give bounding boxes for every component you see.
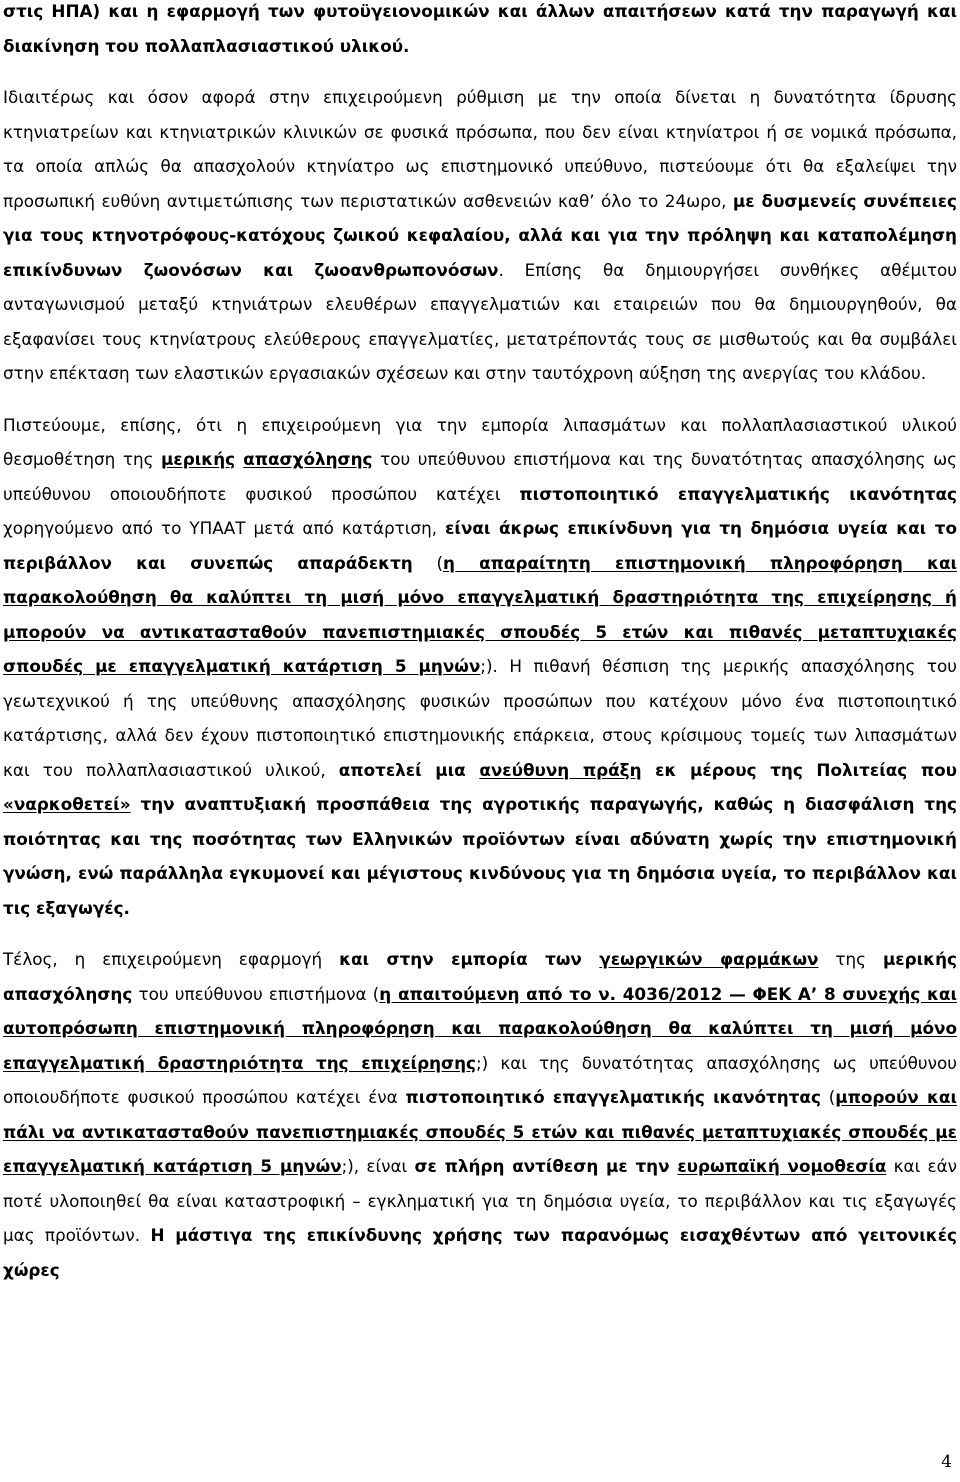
emphasized-underlined-text: η απαιτούμενη από το ν. 4036/2012 — ΦΕΚ Α’ 8 συνεχής και αυτοπρόσωπη επιστημονική πληροφόρηση και παρακολούθηση θα καλύπτει τη μισή μόνο επαγγελματική δραστηριότητα της επιχείρησης — [3, 983, 957, 1073]
body-text: ;) και της δυνατότητας απασχόλησης ως υπεύθυνου οποιουδήποτε φυσικού προσώπου κατέχει ένα — [3, 1052, 957, 1107]
body-text: Πιστεύουμε, επίσης, ότι η επιχειρούμενη για την εμπορία λιπασμάτων και πολλαπλασιαστικού υλικού θεσμοθέτηση της — [3, 414, 957, 469]
emphasized-text: εκ μέρους της Πολιτείας που — [641, 759, 957, 780]
body-text: και εάν ποτέ υλοποιηθεί θα είναι καταστροφική – εγκληματική για τη δημόσια υγεία, το περιβάλλον και τις εξαγωγές μας προϊόντων. — [3, 1156, 958, 1245]
paragraph — [3, 80, 957, 391]
body-text: Τέλος, η επιχειρούμενη εφαρμογή — [3, 949, 340, 969]
emphasized-text: πιστοποιητικό επαγγελματικής ικανότητας — [405, 1087, 821, 1107]
emphasized-text: αποτελεί μια — [338, 759, 480, 780]
body-text: ( — [820, 1087, 836, 1107]
emphasized-text: την αναπτυξιακή προσπάθεια της αγροτικής παραγωγής, καθώς η διασφάλιση της ποιότητας και της ποσότητας των Ελληνικών προϊόντων είναι αδύνατη χωρίς την επιστημονική γνώση, ενώ παράλληλα εγκυμονεί και μέγιστους κινδύνους για τη δημόσια υγεία, το περιβάλλον και τις εξαγωγές. — [3, 794, 957, 918]
emphasized-text: στις ΗΠΑ) και η εφαρμογή των φυτοϋγειονομικών και άλλων απαιτήσεων κατά την παραγωγή και διακίνηση του πολλαπλασιαστικού υλικού. — [3, 1, 957, 56]
emphasized-text: με δυσμενείς συνέπειες για τους κτηνοτρόφους-κατόχους ζωικού κεφαλαίου, αλλά και για την πρόληψη και καταπολέμηση επικίνδυνων ζωονόσων και ζωοανθρωπονόσων — [3, 190, 957, 280]
emphasized-underlined-text: γεωργικών φαρμάκων — [599, 949, 819, 969]
emphasized-underlined-text: η απαραίτητη επιστημονική πληροφόρηση και παρακολούθηση θα καλύπτει τη μισή μόνο επαγγελματική δραστηριότητα της επιχείρησης ή μπορούν να αντικατασταθούν πανεπιστημιακές σπουδές 5 ετών και πιθανές μεταπτυχιακές σπουδές με επαγγελματική κατάρτιση 5 μηνών — [3, 552, 958, 676]
paragraph — [3, 0, 957, 63]
body-text: Ιδιαιτέρως και όσον αφορά στην επιχειρούμενη ρύθμιση με την οποία δίνεται η δυνατότητα ίδρυσης κτηνιατρείων και κτηνιατρικών κλινικών σε φυσικά πρόσωπα, που δεν είναι κτηνίατροι ή σε νομικά πρόσωπα, τα οποία απλώς θα απασχολούν κτηνίατρο ως επιστημονικό υπεύθυνο, πιστεύουμε ότι θα εξαλείψει την προσωπική ευθύνη αντιμετώπισης των περιστατικών ασθενειών καθ’ όλο το 24ωρο, — [3, 87, 957, 211]
document-body — [3, 0, 957, 1287]
body-text: του υπεύθυνου επιστήμονα και της δυνατότητας απασχόλησης ως υπεύθυνου οποιουδήποτε φυσικού προσώπου κατέχει — [3, 449, 958, 504]
body-text: χορηγούμενο από το ΥΠΑΑΤ μετά από κατάρτιση, — [3, 518, 446, 538]
body-text: ( — [412, 552, 443, 573]
page-number: 4 — [941, 1452, 952, 1472]
body-text: ;), είναι — [341, 1156, 415, 1176]
emphasized-text: Η μάστιγα της επικίνδυνης χρήσης των παρανόμως εισαχθέντων από γειτονικές χώρες — [3, 1225, 957, 1280]
emphasized-text: μερικής απασχόλησης — [3, 949, 957, 1004]
emphasized-underlined-text: μπορούν και πάλι να αντικατασταθούν πανεπιστημιακές σπουδές 5 ετών και πιθανές μεταπτυχιακές σπουδές με επαγγελματική κατάρτιση 5 μηνών — [3, 1087, 957, 1176]
body-text: . Επίσης θα δημιουργήσει συνθήκες αθέμιτου ανταγωνισμού μεταξύ κτηνιάτρων ελευθέρων επαγγελματιών και εταιρειών που θα δημιουργηθούν, θα εξαφανίσει τους κτηνίατρους ελεύθερους επαγγελματίες, μετατρέποντάς τους σε μισθωτούς και θα συμβάλει στην επέκταση των ελαστικών εργασιακών σχέσεων και στην ταυτόχρονη αύξηση της ανεργίας του κλάδου. — [3, 259, 957, 383]
emphasized-text: πιστοποιητικό επαγγελματικής ικανότητας — [519, 483, 957, 504]
body-text: της — [818, 949, 883, 969]
body-text: του υπεύθυνου επιστήμονα ( — [132, 983, 380, 1004]
emphasized-underlined-text: ευρωπαϊκή νομοθεσία — [677, 1156, 887, 1176]
emphasized-underlined-text: ανεύθυνη πράξη — [479, 759, 642, 780]
emphasized-text: σε πλήρη αντίθεση με την — [414, 1156, 678, 1176]
body-text: ;). Η πιθανή θέσπιση της μερικής απασχόλησης του γεωτεχνικού ή της υπεύθυνης απασχόλησης φυσικών προσώπων που κατέχουν μόνο ένα πιστοποιητικό κατάρτισης, αλλά δεν έχουν πιστοποιητικό επιστημονικής επάρκεια, στους κρίσιμους τομείς των λιπασμάτων και του πολλαπλασιαστικού υλικού, — [3, 656, 957, 780]
emphasized-underlined-text: «ναρκοθετεί» — [3, 794, 131, 814]
emphasized-text — [235, 449, 243, 469]
paragraph — [3, 942, 957, 1287]
emphasized-text: και στην εμπορία των — [339, 949, 600, 969]
emphasized-text: είναι άκρως επικίνδυνη για τη δημόσια υγεία και το περιβάλλον και συνεπώς απαράδεκτη — [3, 518, 957, 573]
emphasized-underlined-text: μερικής — [161, 449, 236, 469]
emphasized-underlined-text: απασχόλησης — [243, 449, 373, 469]
paragraph — [3, 408, 957, 926]
